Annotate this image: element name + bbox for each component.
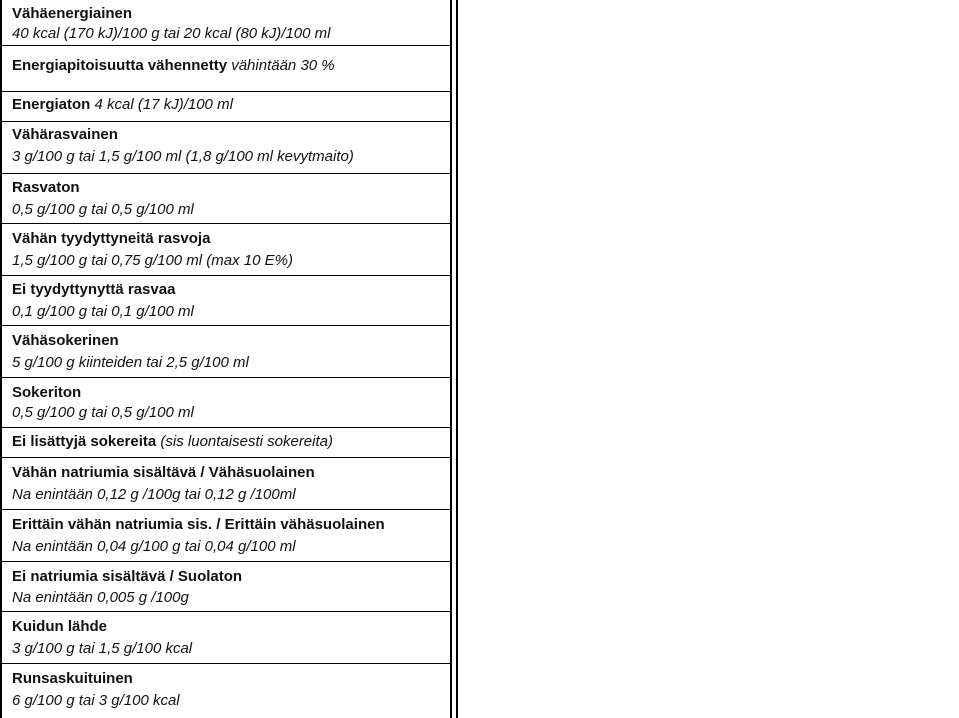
claim-detail: 6 g/100 g tai 3 g/100 kcal xyxy=(12,692,180,709)
claim-title: Energiapitoisuutta vähennetty xyxy=(12,57,228,74)
claim-line xyxy=(12,432,333,452)
claim-row xyxy=(0,46,450,92)
claim-title: Vähän natriumia sisältävä / Vähäsuolainen xyxy=(12,464,315,481)
claim-row xyxy=(0,174,450,224)
claim-detail: 0,5 g/100 g tai 0,5 g/100 ml xyxy=(12,404,194,421)
claim-title: Ei lisättyjä sokereita xyxy=(12,433,157,450)
claim-detail: 3 g/100 g tai 1,5 g/100 kcal xyxy=(12,640,193,657)
claim-row xyxy=(0,326,450,378)
claim-row xyxy=(0,510,450,562)
claim-inline: (sis luontaisesti sokereita) xyxy=(160,433,333,450)
claim-title: Ei tyydyttynyttä rasvaa xyxy=(12,281,176,298)
claim-detail: 5 g/100 g kiinteiden tai 2,5 g/100 ml xyxy=(12,354,249,371)
claim-row xyxy=(0,562,450,612)
claim-detail: 40 kcal (170 kJ)/100 g tai 20 kcal (80 kJ)/100 ml xyxy=(12,25,331,42)
claim-detail: 1,5 g/100 g tai 0,75 g/100 ml (max 10 E%) xyxy=(12,252,293,269)
claim-row xyxy=(0,378,450,428)
claim-row xyxy=(0,612,450,664)
claim-inline: 4 kcal (17 kJ)/100 ml xyxy=(94,96,233,113)
claim-row xyxy=(0,664,450,718)
claim-title: Vähäsokerinen xyxy=(12,332,119,349)
claim-title: Vähän tyydyttyneitä rasvoja xyxy=(12,230,211,247)
claim-row xyxy=(0,276,450,326)
claim-title: Erittäin vähän natriumia sis. / Erittäin vähäsuolainen xyxy=(12,516,385,533)
claim-title: Energiaton xyxy=(12,96,91,113)
claim-row xyxy=(0,92,450,122)
claim-row xyxy=(0,0,450,46)
claim-detail: 3 g/100 g tai 1,5 g/100 ml (1,8 g/100 ml kevytmaito) xyxy=(12,148,354,165)
claim-title: Ei natriumia sisältävä / Suolaton xyxy=(12,568,243,585)
claim-detail: 0,1 g/100 g tai 0,1 g/100 ml xyxy=(12,303,194,320)
claim-title: Kuidun lähde xyxy=(12,618,107,635)
claim-line xyxy=(12,95,233,115)
middle-border xyxy=(456,0,458,718)
claim-detail: Na enintään 0,12 g /100g tai 0,12 g /100ml xyxy=(12,486,296,503)
claim-detail: 0,5 g/100 g tai 0,5 g/100 ml xyxy=(12,201,194,218)
claim-row xyxy=(0,224,450,276)
claim-row xyxy=(0,428,450,458)
column-divider xyxy=(450,0,452,718)
claim-line xyxy=(12,56,335,76)
claim-title: Sokeriton xyxy=(12,384,82,401)
claim-detail: Na enintään 0,005 g /100g xyxy=(12,589,189,606)
claim-row xyxy=(0,122,450,174)
claim-inline: vähintään 30 % xyxy=(231,57,335,74)
claim-title: Vähärasvainen xyxy=(12,126,118,143)
claim-title: Vähäenergiainen xyxy=(12,5,133,22)
claim-row xyxy=(0,458,450,510)
claim-title: Runsaskuituinen xyxy=(12,670,133,687)
claim-title: Rasvaton xyxy=(12,179,80,196)
claim-detail: Na enintään 0,04 g/100 g tai 0,04 g/100 ml xyxy=(12,538,296,555)
